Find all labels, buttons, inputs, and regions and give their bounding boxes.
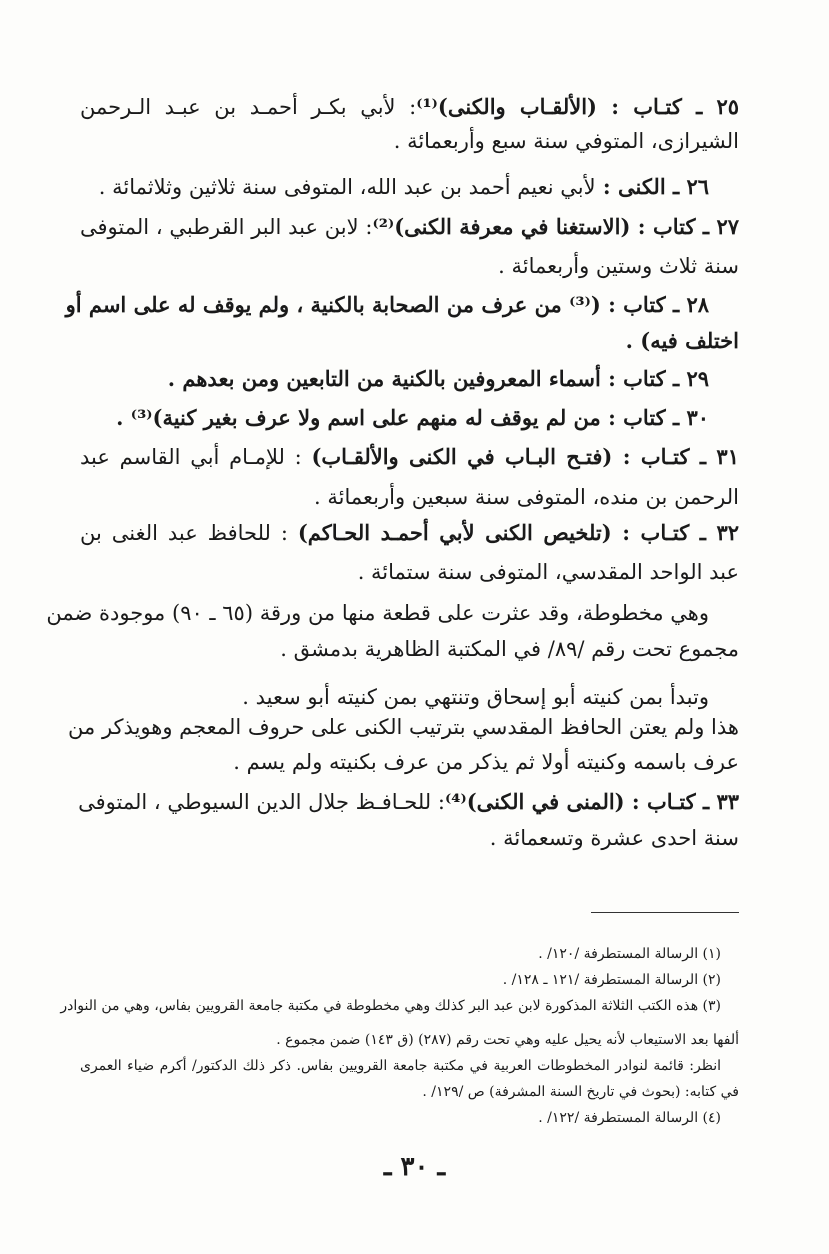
body-line (80, 126, 739, 156)
text-span: : للإمـام أبي القاسم عبد (80, 445, 312, 469)
body-line (80, 251, 739, 281)
body-line (80, 634, 739, 664)
footnote: انظر: قائمة لنوادر المخطوطات العربية في مكتبة جامعة القرويين بفاس. ذكر ذلك الدكتور/ أكرم ضياء العمرى (80, 1058, 721, 1074)
text-span: عبد الواحد المقدسي، المتوفى سنة ستمائة . (357, 560, 739, 584)
text-span: لأبي نعيم أحمد بن عبد الله، المتوفى سنة ثلاثين وثلاثمائة . (98, 175, 596, 199)
bold-span: ٢٩ ـ كتاب : (600, 366, 709, 391)
bold-span: من لم يوقف له منهم على اسم ولا عرف بغير كنية)⁽³⁾ . (116, 405, 601, 430)
text-span: سنة ثلاث وستين وأربعمائة . (498, 254, 739, 278)
body-line (80, 518, 739, 548)
footnote: ألفها بعد الاستيعاب لأنه يحيل عليه وهي تحت رقم (٢٨٧) (ق ١٤٣) ضمن مجموع . (276, 1032, 739, 1048)
bold-span: ٢٦ ـ الكنى : (595, 174, 709, 199)
text-span: سنة احدى عشرة وتسعمائة . (489, 826, 739, 850)
bold-span: ٢٥ ـ كتـاب : (597, 94, 740, 119)
bold-span: ٣٠ ـ كتاب : (600, 405, 709, 430)
text-span: : لابن عبد البر القرطبي ، المتوفى (80, 215, 373, 239)
body-line (80, 403, 709, 433)
body-line (80, 747, 739, 777)
bold-span: (الاستغنا في معرفة الكنى)⁽²⁾ (372, 214, 631, 239)
footnote: في كتابه: (بحوث في تاريخ السنة المشرفة) ص /١٢٩/ . (422, 1084, 739, 1100)
footnote: (٤) الرسالة المستطرفة /١٢٢/ . (538, 1110, 721, 1126)
body-line (68, 712, 739, 742)
bold-span: ٢٨ ـ كتاب : (600, 292, 709, 317)
bold-span: ٣٣ ـ كتـاب : (624, 789, 739, 814)
body-line (80, 326, 739, 356)
footnote: (٢) الرسالة المستطرفة /١٢١ ـ ١٢٨/ . (502, 972, 721, 988)
text-span: وتبدأ بمن كنيته أبو إسحاق وتنتهي بمن كنيته أبو سعيد . (242, 685, 709, 709)
body-line (80, 482, 739, 512)
bold-span: اختلف فيه) . (625, 328, 739, 353)
body-line (65, 290, 709, 320)
bold-span: (فتـح البـاب في الكنى والألقـاب) (311, 444, 613, 469)
bold-span: ٣١ ـ كتـاب : (612, 444, 739, 469)
footnote-separator (591, 912, 739, 913)
text-span: عرف باسمه وكنيته أولا ثم يذكر من عرف بكنيته ولم يسم . (233, 750, 739, 774)
bold-span: ٢٧ ـ كتاب : (630, 214, 740, 239)
bold-span: (تلخيص الكنى لأبي أحمـد الحـاكم) (297, 520, 612, 545)
page-number: ـ ٣٠ ـ (383, 1152, 446, 1182)
body-line (80, 557, 739, 587)
body-line (80, 172, 709, 202)
text-span: مجموع تحت رقم /٨٩/ في المكتبة الظاهرية بدمشق . (280, 637, 739, 661)
bold-span: أسماء المعروفين بالكنية من التابعين ومن بعدهم . (167, 366, 601, 391)
footnote: (٣) هذه الكتب الثلاثة المذكورة لابن عبد البر كذلك وهي مخطوطة في مكتبة جامعة القرويين بفاس، وهي من النوادر (60, 998, 721, 1014)
body-line (80, 787, 739, 817)
body-line (80, 92, 739, 122)
text-span: هذا ولم يعتن الحافظ المقدسي بترتيب الكنى على حروف المعجم وهويذكر من (68, 715, 739, 739)
body-line (80, 823, 739, 853)
body-line (80, 364, 709, 394)
text-span: الشيرازى، المتوفي سنة سبع وأربعمائة . (393, 129, 739, 153)
body-line (80, 442, 739, 472)
bold-span: (الألقـاب والكنى)⁽¹⁾ (416, 94, 597, 119)
text-span: : للحافظ عبد الغنى بن (80, 521, 298, 545)
bold-span: (المنى في الكنى)⁽⁴⁾ (444, 789, 625, 814)
footnote: (١) الرسالة المستطرفة /١٢٠/ . (538, 946, 721, 962)
body-line (46, 598, 709, 628)
bold-span: ٣٢ ـ كتـاب : (611, 520, 740, 545)
text-span: وهي مخطوطة، وقد عثرت على قطعة منها من ورقة (٦٥ ـ ٩٠) موجودة ضمن (46, 601, 709, 625)
text-span: : لأبي بكـر أحمـد بن عبـد الـرحمن (80, 95, 417, 119)
body-line (80, 212, 739, 242)
text-span: : للحـافـظ جلال الدين السيوطي ، المتوفى (78, 790, 445, 814)
text-span: الرحمن بن منده، المتوفى سنة سبعين وأربعمائة . (314, 485, 739, 509)
body-line (80, 682, 709, 712)
bold-span: (⁽³⁾ من عرف من الصحابة بالكنية ، ولم يوقف له على اسم أو (65, 292, 601, 317)
